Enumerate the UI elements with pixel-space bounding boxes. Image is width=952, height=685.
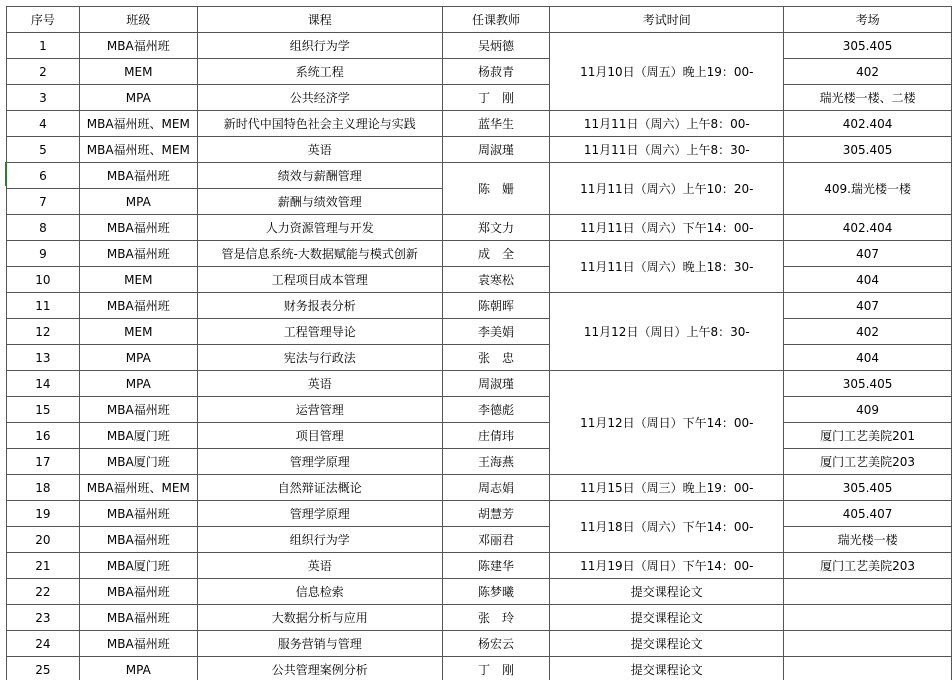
cell-no[interactable]: 8 <box>7 215 80 241</box>
table-row <box>7 137 952 163</box>
table-row <box>7 475 952 501</box>
header-class[interactable]: 班级 <box>79 7 197 33</box>
cell-no[interactable]: 10 <box>7 267 80 293</box>
cell-course[interactable]: 大数据分析与应用 <box>197 605 442 631</box>
cell-teacher[interactable]: 陈 姗 <box>442 163 550 215</box>
cell-teacher[interactable]: 陈建华 <box>442 553 550 579</box>
cell-class[interactable]: MBA福州班 <box>79 293 197 319</box>
sheet-bottom-margin <box>6 680 952 685</box>
cell-time[interactable]: 11月12日（周日）下午14：00- <box>550 371 784 475</box>
cell-class[interactable]: MBA福州班 <box>79 631 197 657</box>
cell-teacher[interactable]: 郑文力 <box>442 215 550 241</box>
cell-teacher[interactable]: 袁寒松 <box>442 267 550 293</box>
table-row <box>7 215 952 241</box>
cell-room[interactable]: 402.404 <box>784 215 952 241</box>
cell-teacher[interactable]: 周淑瑾 <box>442 137 550 163</box>
cell-room[interactable]: 厦门工艺美院201 <box>784 423 952 449</box>
cell-room[interactable]: 407 <box>784 241 952 267</box>
table-row <box>7 293 952 319</box>
cell-class[interactable]: MBA福州班、MEM <box>79 111 197 137</box>
cell-room[interactable]: 402 <box>784 59 952 85</box>
cell-class[interactable]: MPA <box>79 189 197 215</box>
cell-time[interactable]: 11月18日（周六）下午14：00- <box>550 501 784 553</box>
cell-course[interactable]: 工程管理导论 <box>197 319 442 345</box>
cell-room[interactable] <box>784 605 952 631</box>
cell-class[interactable]: MPA <box>79 371 197 397</box>
table-row <box>7 579 952 605</box>
cell-no[interactable]: 22 <box>7 579 80 605</box>
cell-teacher[interactable]: 邓丽君 <box>442 527 550 553</box>
table-row <box>7 319 952 345</box>
cell-course[interactable]: 组织行为学 <box>197 527 442 553</box>
cell-teacher[interactable]: 杨宏云 <box>442 631 550 657</box>
cell-no[interactable]: 17 <box>7 449 80 475</box>
cell-no[interactable]: 15 <box>7 397 80 423</box>
cell-room[interactable]: 405.407 <box>784 501 952 527</box>
table-row <box>7 267 952 293</box>
cell-course[interactable]: 服务营销与管理 <box>197 631 442 657</box>
cell-time[interactable]: 11月11日（周六）上午8：00- <box>550 111 784 137</box>
cell-room[interactable]: 402.404 <box>784 111 952 137</box>
header-row <box>7 7 952 33</box>
cell-time[interactable]: 11月15日（周三）晚上19：00- <box>550 475 784 501</box>
cell-teacher[interactable]: 李美娟 <box>442 319 550 345</box>
table-row <box>7 345 952 371</box>
cell-no[interactable]: 2 <box>7 59 80 85</box>
cell-course[interactable]: 自然辩证法概论 <box>197 475 442 501</box>
table-row <box>7 33 952 59</box>
cell-teacher[interactable]: 周志娟 <box>442 475 550 501</box>
exam-schedule-table <box>6 6 952 683</box>
cell-course[interactable]: 管是信息系统-大数据赋能与模式创新 <box>197 241 442 267</box>
cell-class[interactable]: MEM <box>79 267 197 293</box>
cell-course[interactable]: 绩效与薪酬管理 <box>197 163 442 189</box>
table-row <box>7 59 952 85</box>
cell-room[interactable]: 瑞光楼一楼、二楼 <box>784 85 952 111</box>
cell-time[interactable]: 11月11日（周六）下午14：00- <box>550 215 784 241</box>
table-row <box>7 423 952 449</box>
cell-teacher[interactable]: 李德彪 <box>442 397 550 423</box>
cell-teacher[interactable]: 王海燕 <box>442 449 550 475</box>
cell-time[interactable]: 11月11日（周六）晚上18：30- <box>550 241 784 293</box>
cell-class[interactable]: MBA厦门班 <box>79 553 197 579</box>
cell-no[interactable]: 25 <box>7 657 80 683</box>
cell-teacher[interactable]: 吴炳德 <box>442 33 550 59</box>
cell-course[interactable]: 公共管理案例分析 <box>197 657 442 683</box>
cell-course[interactable]: 宪法与行政法 <box>197 345 442 371</box>
cell-class[interactable]: MPA <box>79 657 197 683</box>
cell-course[interactable]: 组织行为学 <box>197 33 442 59</box>
cell-room[interactable]: 厦门工艺美院203 <box>784 449 952 475</box>
cell-room[interactable]: 305.405 <box>784 33 952 59</box>
cell-class[interactable]: MBA福州班 <box>79 215 197 241</box>
cell-teacher[interactable]: 周淑瑾 <box>442 371 550 397</box>
cell-no[interactable]: 23 <box>7 605 80 631</box>
cell-teacher[interactable]: 丁 刚 <box>442 85 550 111</box>
cell-class[interactable]: MBA福州班、MEM <box>79 137 197 163</box>
cell-class[interactable]: MBA福州班 <box>79 33 197 59</box>
cell-teacher[interactable]: 杨菽青 <box>442 59 550 85</box>
cell-time[interactable]: 11月10日（周五）晚上19：00- <box>550 33 784 111</box>
cell-room[interactable] <box>784 579 952 605</box>
cell-class[interactable]: MEM <box>79 59 197 85</box>
cell-no[interactable]: 6 <box>7 163 80 189</box>
table-row <box>7 85 952 111</box>
cell-time[interactable]: 11月11日（周六）上午8：30- <box>550 137 784 163</box>
table-row <box>7 397 952 423</box>
cell-room[interactable]: 瑞光楼一楼 <box>784 527 952 553</box>
table-row <box>7 163 952 189</box>
table-row <box>7 111 952 137</box>
cell-room[interactable]: 402 <box>784 319 952 345</box>
table-row <box>7 501 952 527</box>
cell-teacher[interactable]: 庄倩玮 <box>442 423 550 449</box>
cell-room[interactable] <box>784 631 952 657</box>
cell-teacher[interactable]: 张 玲 <box>442 605 550 631</box>
cell-time[interactable]: 提交课程论文 <box>550 605 784 631</box>
table-row <box>7 449 952 475</box>
cell-course[interactable]: 英语 <box>197 371 442 397</box>
cell-class[interactable]: MBA福州班 <box>79 397 197 423</box>
table-row <box>7 241 952 267</box>
cell-class[interactable]: MBA福州班 <box>79 241 197 267</box>
cell-no[interactable]: 21 <box>7 553 80 579</box>
cell-course[interactable]: 系统工程 <box>197 59 442 85</box>
cell-no[interactable]: 3 <box>7 85 80 111</box>
cell-room[interactable]: 厦门工艺美院203 <box>784 553 952 579</box>
header-no[interactable]: 序号 <box>7 7 80 33</box>
cell-time[interactable]: 11月19日（周日）下午14：00- <box>550 553 784 579</box>
header-teacher[interactable]: 任课教师 <box>442 7 550 33</box>
cell-class[interactable]: MBA厦门班 <box>79 423 197 449</box>
table-row <box>7 657 952 683</box>
cell-room[interactable]: 404 <box>784 267 952 293</box>
cell-time[interactable]: 11月11日（周六）上午10：20- <box>550 163 784 215</box>
cell-no[interactable]: 1 <box>7 33 80 59</box>
cell-no[interactable]: 18 <box>7 475 80 501</box>
cell-room[interactable]: 409.瑞光楼一楼 <box>784 163 952 215</box>
cell-course[interactable]: 管理学原理 <box>197 501 442 527</box>
cell-class[interactable]: MBA厦门班 <box>79 449 197 475</box>
cell-course[interactable]: 信息检索 <box>197 579 442 605</box>
cell-teacher[interactable]: 蓝华生 <box>442 111 550 137</box>
header-time[interactable]: 考试时间 <box>550 7 784 33</box>
table-row <box>7 371 952 397</box>
cell-no[interactable]: 12 <box>7 319 80 345</box>
cell-teacher[interactable]: 胡慧芳 <box>442 501 550 527</box>
table-row <box>7 553 952 579</box>
table-row <box>7 605 952 631</box>
header-room[interactable]: 考场 <box>784 7 952 33</box>
cell-no[interactable]: 19 <box>7 501 80 527</box>
cell-class[interactable]: MPA <box>79 345 197 371</box>
cell-class[interactable]: MBA福州班 <box>79 605 197 631</box>
cell-class[interactable]: MBA福州班 <box>79 501 197 527</box>
cell-time[interactable]: 11月12日（周日）上午8：30- <box>550 293 784 371</box>
row-selection-marker <box>5 162 7 186</box>
cell-room[interactable]: 305.405 <box>784 137 952 163</box>
cell-room[interactable] <box>784 657 952 683</box>
cell-class[interactable]: MBA福州班、MEM <box>79 475 197 501</box>
cell-class[interactable]: MBA福州班 <box>79 527 197 553</box>
cell-time[interactable]: 提交课程论文 <box>550 631 784 657</box>
cell-room[interactable]: 407 <box>784 293 952 319</box>
cell-class[interactable]: MPA <box>79 85 197 111</box>
cell-course[interactable]: 管理学原理 <box>197 449 442 475</box>
cell-room[interactable]: 409 <box>784 397 952 423</box>
cell-class[interactable]: MEM <box>79 319 197 345</box>
cell-no[interactable]: 14 <box>7 371 80 397</box>
cell-course[interactable]: 公共经济学 <box>197 85 442 111</box>
cell-teacher[interactable]: 张 忠 <box>442 345 550 371</box>
sheet-left-margin <box>0 6 6 680</box>
cell-course[interactable]: 薪酬与绩效管理 <box>197 189 442 215</box>
cell-no[interactable]: 7 <box>7 189 80 215</box>
cell-class[interactable]: MBA福州班 <box>79 579 197 605</box>
cell-course[interactable]: 财务报表分析 <box>197 293 442 319</box>
cell-course[interactable]: 项目管理 <box>197 423 442 449</box>
cell-teacher[interactable]: 陈朝晖 <box>442 293 550 319</box>
cell-no[interactable]: 9 <box>7 241 80 267</box>
cell-room[interactable]: 404 <box>784 345 952 371</box>
cell-no[interactable]: 11 <box>7 293 80 319</box>
cell-class[interactable]: MBA福州班 <box>79 163 197 189</box>
cell-no[interactable]: 16 <box>7 423 80 449</box>
cell-teacher[interactable]: 陈梦曦 <box>442 579 550 605</box>
cell-no[interactable]: 5 <box>7 137 80 163</box>
table-row <box>7 631 952 657</box>
cell-no[interactable]: 4 <box>7 111 80 137</box>
cell-course[interactable]: 新时代中国特色社会主义理论与实践 <box>197 111 442 137</box>
cell-no[interactable]: 13 <box>7 345 80 371</box>
cell-time[interactable]: 提交课程论文 <box>550 657 784 683</box>
cell-course[interactable]: 运营管理 <box>197 397 442 423</box>
cell-teacher[interactable]: 成 全 <box>442 241 550 267</box>
cell-no[interactable]: 20 <box>7 527 80 553</box>
table-row <box>7 527 952 553</box>
header-course[interactable]: 课程 <box>197 7 442 33</box>
cell-course[interactable]: 英语 <box>197 137 442 163</box>
cell-time[interactable]: 提交课程论文 <box>550 579 784 605</box>
cell-course[interactable]: 人力资源管理与开发 <box>197 215 442 241</box>
cell-room[interactable]: 305.405 <box>784 371 952 397</box>
cell-room[interactable]: 305.405 <box>784 475 952 501</box>
cell-teacher[interactable]: 丁 刚 <box>442 657 550 683</box>
cell-course[interactable]: 英语 <box>197 553 442 579</box>
cell-course[interactable]: 工程项目成本管理 <box>197 267 442 293</box>
cell-no[interactable]: 24 <box>7 631 80 657</box>
